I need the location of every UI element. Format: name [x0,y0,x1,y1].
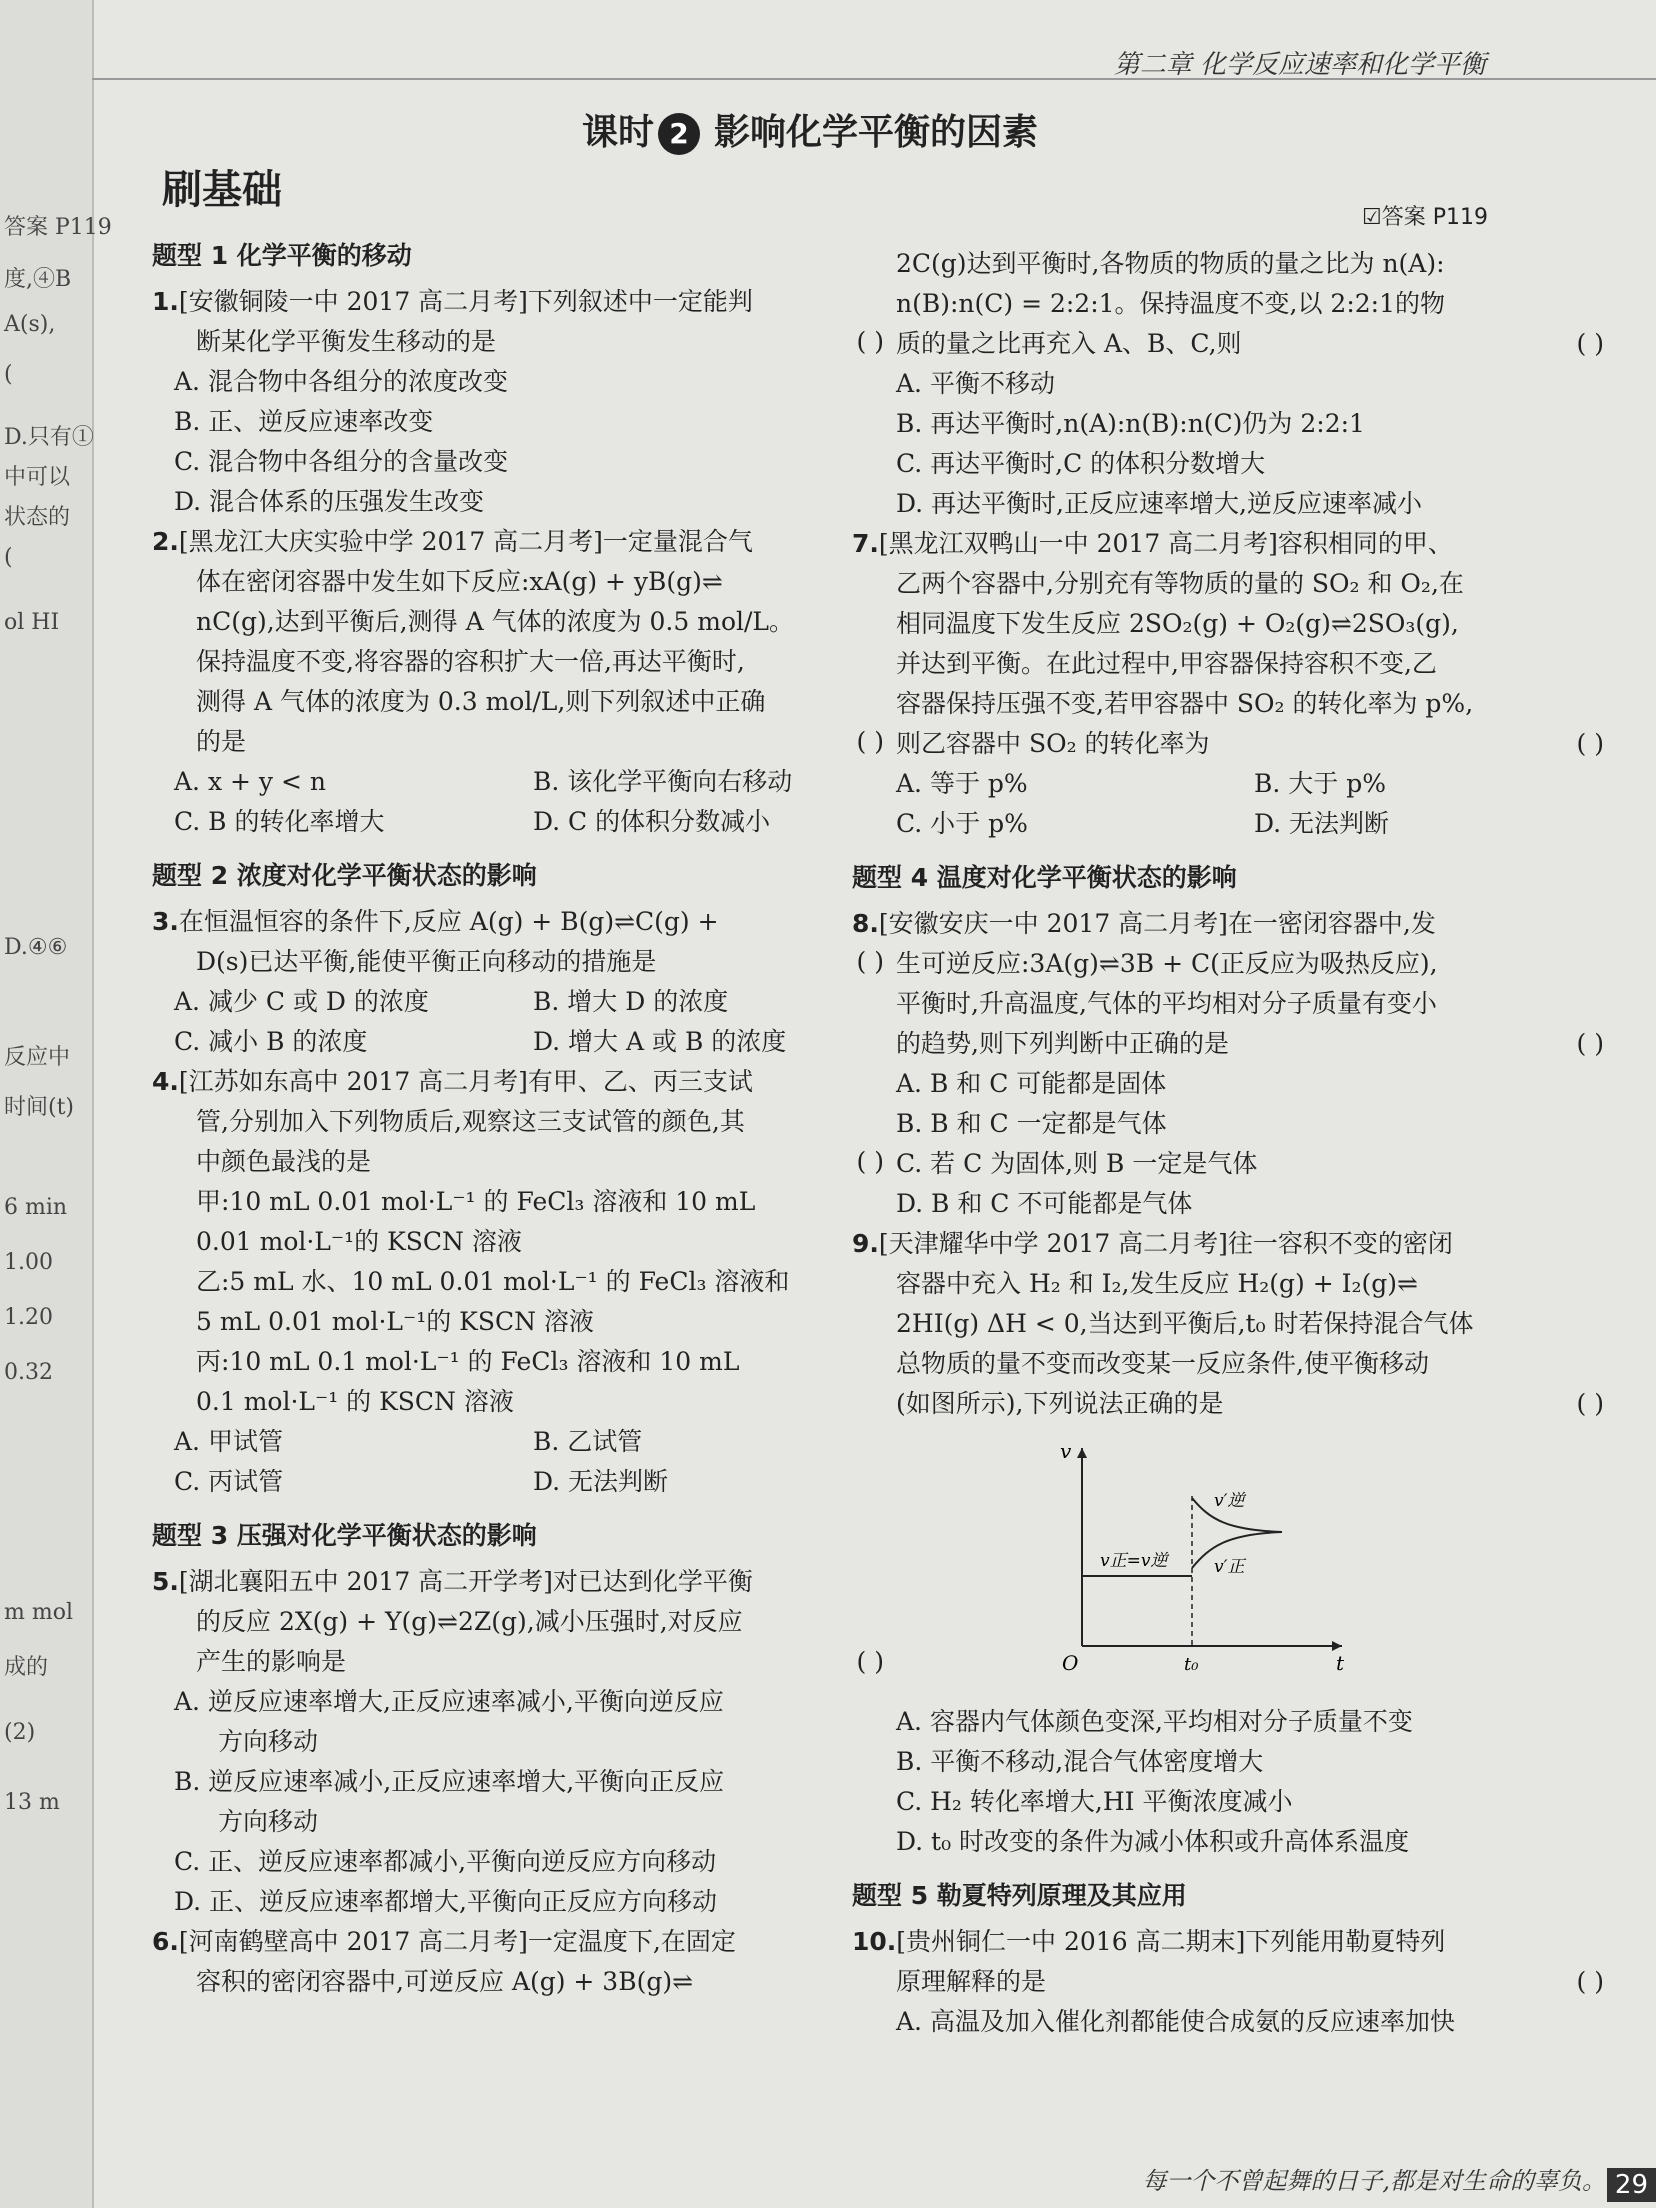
answer-bracket: ( ) [1576,1029,1604,1058]
question-number: 8. [852,909,879,938]
answer-bracket: ( ) [1576,1389,1604,1418]
option: A. 甲试管 [174,1427,283,1456]
question-7 [852,524,1612,844]
strip-text: 13 m [4,1790,60,1815]
option: C. 若 C 为固体,则 B 一定是气体 [896,1149,1258,1178]
question-text: [江苏如东高中 2017 高二月考]有甲、乙、丙三支试 [178,1067,753,1096]
question-text: (如图所示),下列说法正确的是 [896,1389,1224,1418]
question-text: 相同温度下发生反应 2SO₂(g) + O₂(g)⇌2SO₃(g), [896,609,1459,638]
option: A. x + y < n [174,767,326,796]
question-text: 的反应 2X(g) + Y(g)⇌2Z(g),减小压强时,对反应 [196,1607,743,1636]
question-text: 总物质的量不变而改变某一反应条件,使平衡移动 [896,1349,1429,1378]
question-text: 保持温度不变,将容器的容积扩大一倍,再达平衡时, [196,647,745,676]
question-text: 则乙容器中 SO₂ 的转化率为 [896,729,1210,758]
question-text: 产生的影响是 [196,1647,347,1676]
strip-text: D.④⑥ [4,935,68,960]
answer-bracket: ( ) [856,1647,884,1676]
option: B. 大于 p% [1254,769,1386,798]
option: B. 再达平衡时,n(A):n(B):n(C)仍为 2:2:1 [896,409,1365,438]
reverse-rate-label: v′逆 [1214,1491,1245,1511]
question-text: 平衡时,升高温度,气体的平均相对分子质量有变小 [896,989,1437,1018]
question-number: 7. [852,529,879,558]
lesson-title-text: 影响化学平衡的因素 [714,112,1039,153]
question-text: 丙:10 mL 0.1 mol·L⁻¹ 的 FeCl₃ 溶液和 10 mL [196,1347,740,1376]
chapter-header: 第二章 化学反应速率和化学平衡 [1113,50,1486,80]
option: A. 逆反应速率增大,正反应速率减小,平衡向逆反应 [174,1687,724,1716]
option-continuation: 方向移动 [218,1727,319,1756]
question-text: 的趋势,则下列判断中正确的是 [896,1029,1229,1058]
option: B. 该化学平衡向右移动 [533,767,793,796]
option: C. 混合物中各组分的含量改变 [174,447,509,476]
question-4 [152,1062,892,1502]
page-footer-motto: 每一个不曾起舞的日子,都是对生命的辜负。 [1142,2167,1606,2195]
question-number: 10. [852,1927,897,1956]
question-text: 乙两个容器中,分别充有等物质的量的 SO₂ 和 O₂,在 [896,569,1464,598]
question-2 [152,522,892,842]
question-text: [湖北襄阳五中 2017 高二开学考]对已达到化学平衡 [178,1567,753,1596]
option: C. B 的转化率增大 [174,807,385,836]
adjacent-page-strip [0,0,112,2208]
lesson-number-badge: 2 [658,113,700,155]
topic-heading: 题型 4 温度对化学平衡状态的影响 [852,863,1237,892]
option: A. 平衡不移动 [896,369,1055,398]
strip-text: 状态的 [4,505,71,530]
strip-text: ( [4,545,13,570]
answer-bracket: ( ) [856,327,884,356]
strip-text: D.只有① [4,425,94,450]
option: C. H₂ 转化率增大,HI 平衡浓度减小 [896,1787,1293,1816]
question-3 [152,902,892,1062]
question-number: 9. [852,1229,879,1258]
option: D. 增大 A 或 B 的浓度 [533,1027,787,1056]
strip-text: 6 min [4,1195,68,1220]
header-divider [92,78,1656,80]
question-text: 测得 A 气体的浓度为 0.3 mol/L,则下列叙述中正确 [196,687,766,716]
question-text: 乙:5 mL 水、10 mL 0.01 mol·L⁻¹ 的 FeCl₃ 溶液和 [196,1267,790,1296]
option: D. t₀ 时改变的条件为减小体积或升高体系温度 [896,1827,1410,1856]
question-number: 6. [152,1927,179,1956]
option: B. 乙试管 [533,1427,643,1456]
strip-text: 度,④B [4,267,72,292]
strip-text: A(s), [4,312,56,337]
y-axis-label: v [1060,1439,1072,1463]
option: C. 再达平衡时,C 的体积分数增大 [896,449,1266,478]
question-number: 5. [152,1567,179,1596]
question-text: [黑龙江大庆实验中学 2017 高二月考]一定量混合气 [178,527,753,556]
question-number: 1. [152,287,179,316]
option: D. B 和 C 不可能都是气体 [896,1189,1193,1218]
strip-text: 1.20 [4,1305,53,1330]
question-text: D(s)已达平衡,能使平衡正向移动的措施是 [196,947,657,976]
question-text: 管,分别加入下列物质后,观察这三支试管的颜色,其 [196,1107,745,1136]
section-title: 刷基础 [162,167,282,213]
option: B. 平衡不移动,混合气体密度增大 [896,1747,1264,1776]
question-text: [安徽铜陵一中 2017 高二月考]下列叙述中一定能判 [178,287,753,316]
left-column [152,222,892,2002]
option: B. 正、逆反应速率改变 [174,407,434,436]
question-10 [852,1922,1612,2042]
answer-bracket: ( ) [1576,1967,1604,1996]
strip-text: 答案 P119 [4,215,112,240]
topic-heading: 题型 5 勒夏特列原理及其应用 [852,1881,1187,1910]
strip-text: 时间(t) [4,1095,75,1120]
question-text: [黑龙江双鸭山一中 2017 高二月考]容积相同的甲、 [878,529,1453,558]
answer-bracket: ( ) [856,947,884,976]
question-text: nC(g),达到平衡后,测得 A 气体的浓度为 0.5 mol/L。 [196,607,795,636]
option: A. 等于 p% [896,769,1028,798]
option: D. 无法判断 [533,1467,669,1496]
option: A. 混合物中各组分的浓度改变 [174,367,508,396]
question-text: n(B):n(C) = 2:2:1。保持温度不变,以 2:2:1的物 [896,289,1445,318]
option: A. 容器内气体颜色变深,平均相对分子质量不变 [896,1707,1413,1736]
forward-rate-label: v′正 [1214,1557,1245,1577]
x-axis-arrow [1332,1641,1342,1651]
question-9 [852,1224,1612,1862]
question-text: 容器保持压强不变,若甲容器中 SO₂ 的转化率为 p%, [896,689,1474,718]
topic-heading: 题型 1 化学平衡的移动 [152,241,412,270]
question-text: 在恒温恒容的条件下,反应 A(g) + B(g)⇌C(g) + [178,907,719,936]
t0-label: t₀ [1184,1654,1199,1675]
strip-text: ol HI [4,610,60,635]
question-text: [安徽安庆一中 2017 高二月考]在一密闭容器中,发 [878,909,1436,938]
topic-heading: 题型 2 浓度对化学平衡状态的影响 [152,861,537,890]
strip-text: m mol [4,1600,73,1625]
topic-heading: 题型 3 压强对化学平衡状态的影响 [152,1521,537,1550]
strip-text: 0.32 [4,1360,53,1385]
question-5 [152,1562,892,1922]
option: C. 正、逆反应速率都减小,平衡向逆反应方向移动 [174,1847,717,1876]
rate-time-graph [1052,1436,1612,1688]
question-text: 质的量之比再充入 A、B、C,则 [896,329,1242,358]
origin-label: O [1062,1651,1079,1675]
option: C. 减小 B 的浓度 [174,1027,368,1056]
question-text: 容器中充入 H₂ 和 I₂,发生反应 H₂(g) + I₂(g)⇌ [896,1269,1418,1298]
question-text: [贵州铜仁一中 2016 高二期末]下列能用勒夏特列 [896,1927,1446,1956]
question-text: 并达到平衡。在此过程中,甲容器保持容积不变,乙 [896,649,1437,678]
question-text: 容积的密闭容器中,可逆反应 A(g) + 3B(g)⇌ [196,1967,694,1996]
option: B. 逆反应速率减小,正反应速率增大,平衡向正反应 [174,1767,725,1796]
strip-text: 反应中 [4,1045,71,1070]
lesson-prefix: 课时 [582,112,655,153]
option: D. 混合体系的压强发生改变 [174,487,485,516]
option: D. C 的体积分数减小 [533,807,771,836]
question-text: 0.1 mol·L⁻¹ 的 KSCN 溶液 [196,1387,514,1416]
question-1 [152,282,892,522]
answer-bracket: ( ) [856,1147,884,1176]
option: A. B 和 C 可能都是固体 [896,1069,1167,1098]
lesson-title [582,104,1038,155]
option: A. 减少 C 或 D 的浓度 [174,987,429,1016]
question-text: 中颜色最浅的是 [196,1147,372,1176]
question-8 [852,904,1612,1224]
strip-text: 成的 [4,1655,49,1680]
option: D. 正、逆反应速率都增大,平衡向正反应方向移动 [174,1887,717,1916]
question-6-start [152,1922,892,2002]
question-number: 4. [152,1067,179,1096]
option: B. 增大 D 的浓度 [533,987,729,1016]
question-text: 体在密闭容器中发生如下反应:xA(g) + yB(g)⇌ [196,567,723,596]
rate-time-svg [1052,1436,1352,1676]
question-text: 甲:10 mL 0.01 mol·L⁻¹ 的 FeCl₃ 溶液和 10 mL [196,1187,756,1216]
question-text: 生可逆反应:3A(g)⇌3B + C(正反应为吸热反应), [896,949,1438,978]
strip-text: 中可以 [4,465,71,490]
option: C. 小于 p% [896,809,1028,838]
book-page [92,0,1656,2208]
question-text: 的是 [196,727,247,756]
answer-bracket: ( ) [1576,729,1604,758]
option: B. B 和 C 一定都是气体 [896,1109,1167,1138]
option: A. 高温及加入催化剂都能使合成氨的反应速率加快 [896,2007,1455,2036]
answer-reference: ☑答案 P119 [1362,205,1488,230]
option-continuation: 方向移动 [218,1807,319,1836]
strip-text: 1.00 [4,1250,53,1275]
question-text: 断某化学平衡发生移动的是 [196,327,497,356]
question-text: 2C(g)达到平衡时,各物质的物质的量之比为 n(A): [896,249,1445,278]
option: C. 丙试管 [174,1467,284,1496]
option: D. 无法判断 [1254,809,1390,838]
strip-text: ( [4,362,13,387]
question-text: 0.01 mol·L⁻¹的 KSCN 溶液 [196,1227,522,1256]
right-column [852,244,1612,2042]
answer-bracket: ( ) [1576,329,1604,358]
x-axis-label: t [1336,1651,1345,1675]
answer-bracket: ( ) [856,727,884,756]
question-number: 3. [152,907,179,936]
question-text: 原理解释的是 [896,1967,1047,1996]
option: D. 再达平衡时,正反应速率增大,逆反应速率减小 [896,489,1422,518]
equilibrium-label: v正=v逆 [1100,1551,1168,1571]
page-number: 29 [1607,2168,1656,2202]
strip-text: (2) [4,1720,36,1745]
y-axis-arrow [1077,1448,1087,1458]
question-number: 2. [152,527,179,556]
question-6-continued [852,244,1612,524]
question-text: 2HI(g) ΔH < 0,当达到平衡后,t₀ 时若保持混合气体 [896,1309,1474,1338]
question-text: [天津耀华中学 2017 高二月考]往一容积不变的密闭 [878,1229,1453,1258]
question-text: [河南鹤壁高中 2017 高二月考]一定温度下,在固定 [178,1927,736,1956]
question-text: 5 mL 0.01 mol·L⁻¹的 KSCN 溶液 [196,1307,594,1336]
